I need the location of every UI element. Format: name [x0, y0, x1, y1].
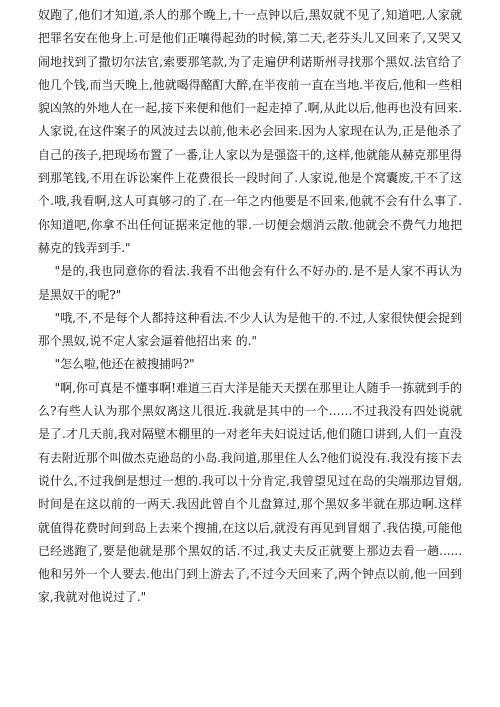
paragraph-1: 奴跑了,他们才知道,杀人的那个晚上,十一点钟以后,黑奴就不见了,知道吧,人家就把罪名安在他身上.可是他们正嚷得起劲的时候,第二天,老芬头儿又回来了,又哭又闹地找到了撒切尔法官,索要那笔款,为了走遍伊利诺斯州寻找那个黑奴.法官给了他几个钱,而当天晚上,他就喝得酩酊大醉,在半夜前一直在当地.半夜后,他和一些相貌凶煞的外地人在一起,接下来便和他们一起走掉了.啊,从此以后,他再也没有回来.人家说,在这件案子的风波过去以前,他未必会回来.因为人家现在认为,正是他杀了自己的孩子,把现场布置了一番,让人家以为是强盗干的,这样,他就能从赫克那里得到那笔钱,不用在诉讼案件上花费很长一段时间了.人家说,他是个窝囊废,干不了这个.哦,我看啊,这人可真够刁的了.在一年之内他要是不回来,他就不会有什么事了.你知道吧,你拿不出任何证据来定他的罪.一切便会烟消云散.他就会不费气力地把赫克的钱弄到手." — [38, 8, 462, 255]
paragraph-3: "哦,不,不是每个人都持这种看法.不少人认为是他干的.不过,人家很快便会捉到那个黑奴,说不定人家会逼着他招出来 的." — [38, 310, 462, 349]
paragraph-2: "是的,我也同意你的看法.我看不出他会有什么不好办的.是不是人家不再认为是黑奴干的呢?" — [38, 264, 462, 302]
paragraph-5: "啊,你可真是不懂事啊!难道三百大洋是能天天摆在那里让人随手一拣就到手的么?有些人认为那个黑奴离这儿很近.我就是其中的一个……不过我没有四处说就是了.才几天前,我对隔壁木棚里的一对老年夫妇说过话,他们随口讲到,人们一直没有去附近那个叫做杰克逊岛的小岛.我问道,那里住人么?他们说没有.我没有接下去说什么,不过我倒是想过一想的.我可以十分肯定,我曾望见过在岛的尖端那边冒烟,时间是在这以前的一两天.我因此曾自个儿盘算过,那个黑奴多半就在那边啊.这样就值得花费时间到岛上去来个搜捕,在这以后,就没有再见到冒烟了.我估摸,可能他已经逃跑了,要是他就是那个黑奴的话.不过,我丈夫反正就要上那边去看一趟......他和另外一个人要去.他出门到上游去了,不过今天回来了,两个钟点以前,他一回到家,我就对他说过了." — [38, 380, 462, 605]
paragraph-4: "怎么啦,他还在被搜捕吗?" — [54, 357, 195, 372]
